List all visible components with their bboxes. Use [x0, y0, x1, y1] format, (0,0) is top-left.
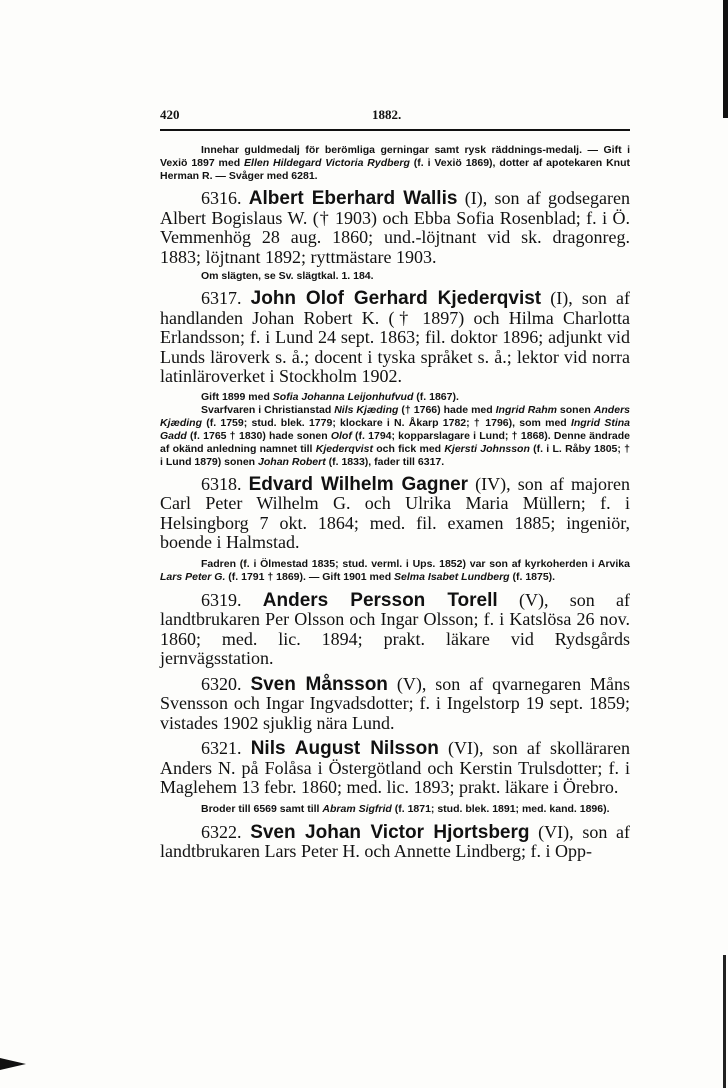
page-body: [160, 144, 630, 862]
entry-number: 6316.: [201, 188, 242, 208]
entry-text: (I), son af godsegaren Albert Bogislaus W. († 1903) och Ebba Sofia Rosenblad; f. i Ö. Vemmenhög 28 aug. 1860; und.-löjtnant vid sk. dragonreg. 1883; löjtnant 1892; ryttmästare 1903.: [160, 188, 631, 267]
entry-text: (V), son af qvarnegaren Måns Svensson och Ingar Ingvadsdotter; f. i Ingelstorp 19 sept. 1859; vistades 1902 sjuklig nära Lund.: [160, 673, 631, 733]
biography-entry: [160, 289, 630, 387]
person-name: Sven Johan Victor Hjortsberg: [250, 821, 530, 843]
biography-entry: [160, 823, 630, 862]
biography-entry: [160, 591, 630, 669]
person-name: Edvard Wilhelm Gagner: [248, 473, 469, 495]
entry-text: (I), son af handlanden Johan Robert K. († 1897) och Hilma Charlotta Erlandsson; f. i Lund 24 sept. 1863; fil. doktor 1896; adjunkt vid Lunds läroverk s. å.; docent i tyska språket s. å.; lektor vid norra latinläroverket i Stockholm 1902.: [160, 288, 630, 386]
biography-entry: [160, 475, 630, 553]
entry-note: Gift 1899 med Sofia Johanna Leijonhufvud (f. 1867).: [201, 390, 459, 403]
person-name: Nils August Nilsson: [250, 738, 439, 759]
header-rule: [160, 129, 630, 131]
entry-number: 6318.: [201, 473, 242, 494]
biography-entry: [160, 739, 630, 798]
entry-number: 6317.: [201, 288, 242, 308]
entry-number: 6321.: [201, 738, 242, 758]
entry-text: (V), son af landtbrukaren Per Olsson och Ingar Olsson; f. i Katslösa 26 nov. 1860; med. lic. 1894; prakt. läkare vid Rydsgårds jernvägsstation.: [160, 589, 630, 668]
entry-number: 6319.: [201, 589, 242, 610]
person-name: Anders Persson Torell: [262, 589, 498, 611]
running-head-year: 1882.: [372, 107, 402, 122]
page-edge-mark: [723, 955, 726, 1088]
page-edge-mark: [723, 0, 728, 118]
person-name: John Olof Gerhard Kjederqvist: [250, 288, 542, 309]
entry-text: (VI), son af landtbrukaren Lars Peter H. och Annette Lindberg; f. i Opp-: [160, 821, 630, 861]
entry-note: Fadren (f. i Ölmestad 1835; stud. verml. i Ups. 1852) var son af kyrkoherden i Arvika Lars Peter G. (f. 1791 † 1869). — Gift 1901 med Selma Isabet Lundberg (f. 1875).: [160, 557, 630, 583]
person-name: Albert Eberhard Wallis: [248, 188, 458, 209]
entry-note: Om slägten, se Sv. slägtkal. 1. 184.: [201, 270, 374, 282]
biography-entry: [160, 675, 630, 734]
entry-note: Svarfvaren i Christianstad Nils Kjæding († 1766) hade med Ingrid Rahm sonen Anders Kjæding (f. 1759; stud. blek. 1779; klockare i N. Åkarp 1782; † 1796), som med Ingrid Stina Gadd (f. 1765 † 1830) hade sonen Olof (f. 1794; kopparslagare i Lund; † 1868). Denne ändrade af okänd anledning namnet till Kjederqvist och fick med Kjersti Johnsson (f. i L. Råby 1805; † i Lund 1879) sonen Johan Robert (f. 1833), fader till 6317.: [160, 403, 631, 468]
entry-note: Broder till 6569 samt till Abram Sigfrid (f. 1871; stud. blek. 1891; med. kand. 1896).: [201, 802, 610, 815]
entry-text: (VI), son af skolläraren Anders N. på Folåsa i Östergötland och Kerstin Trulsdotter; f. i Maglehem 13 febr. 1860; med. lic. 1893; prakt. läkare i Örebro.: [160, 738, 631, 797]
biography-entry: [160, 189, 630, 267]
corner-arrow-mark: [0, 1058, 26, 1070]
entry-text: (IV), son af majoren Carl Peter Wilhelm G. och Ulrika Maria Müllern; f. i Helsingborg 7 okt. 1864; med. fil. examen 1885; ingeniör, boende i Halmstad.: [160, 473, 630, 552]
entry-number: 6320.: [201, 673, 242, 694]
person-name: Sven Månsson: [250, 673, 388, 695]
page-number: 420: [160, 107, 180, 122]
entry-number: 6322.: [201, 821, 242, 842]
entry-note: Innehar guldmedalj för berömliga gerningar samt rysk räddnings-medalj. — Gift i Vexiö 1897 med Ellen Hildegard Victoria Rydberg (f. i Vexiö 1869), dotter af apotekaren Knut Herman R. — Svåger med 6281.: [160, 144, 630, 182]
